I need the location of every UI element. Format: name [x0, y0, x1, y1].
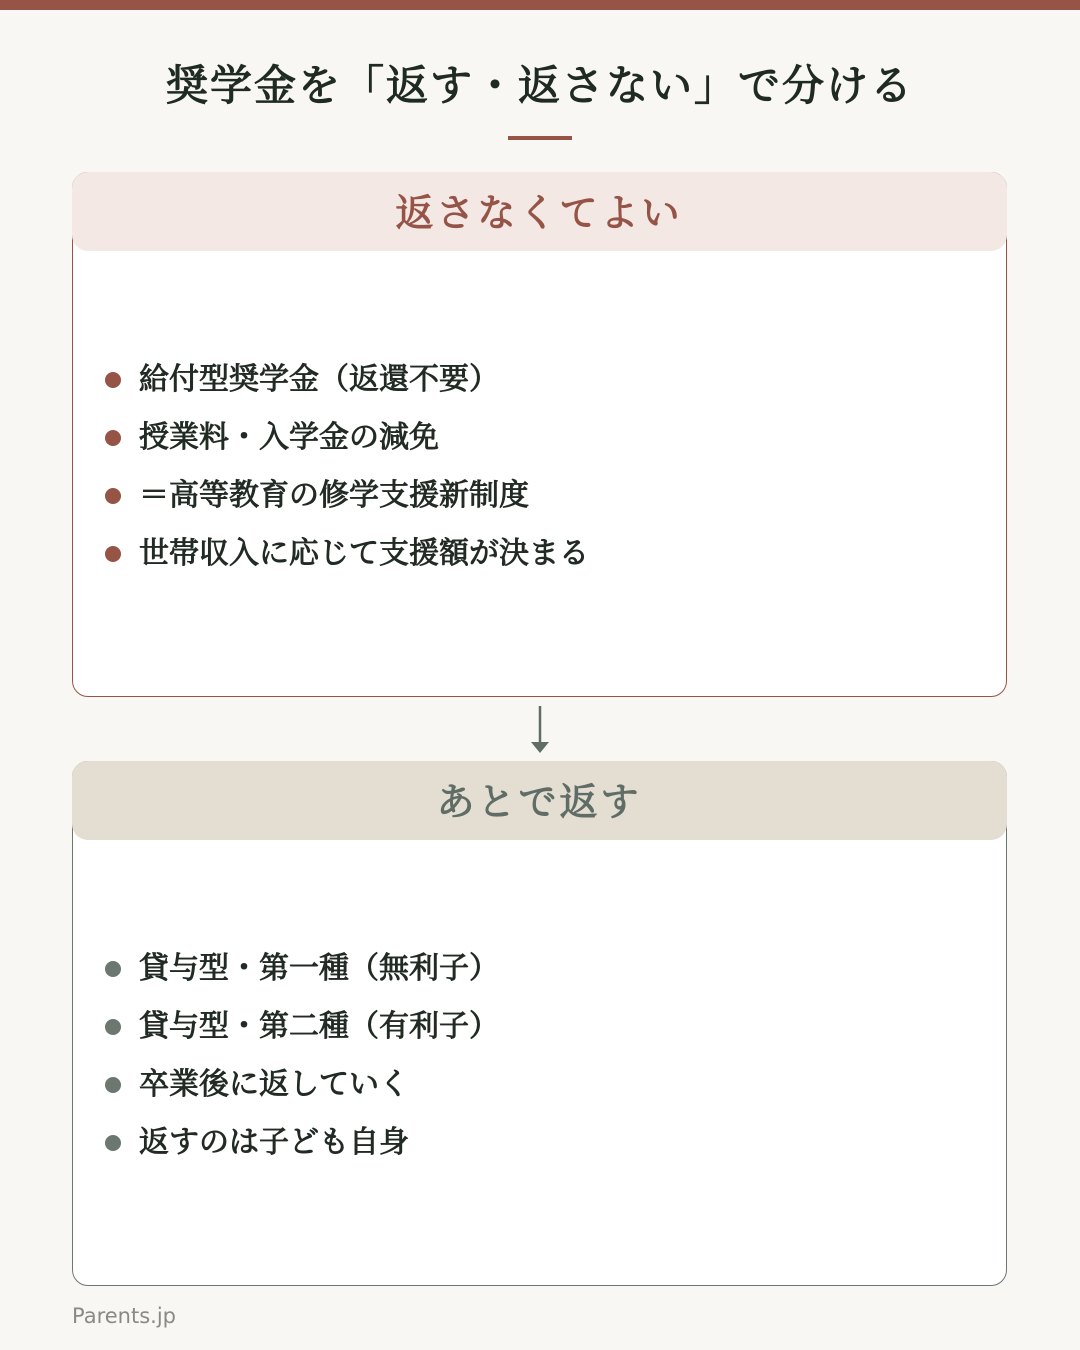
list-item-text: 卒業後に返していく: [139, 1067, 409, 1102]
list-item-text: 授業料・入学金の減免: [139, 420, 439, 455]
list-item-text: 世帯収入に応じて支援額が決まる: [139, 536, 589, 571]
bullet-dot: [105, 430, 121, 446]
list-item: [105, 351, 589, 409]
bullet-dot: [105, 961, 121, 977]
page-title: 奨学金を「返す・返さない」で分ける: [165, 61, 914, 110]
repayment-later-list: [105, 940, 499, 1172]
list-item-text: 返すのは子ども自身: [139, 1125, 409, 1160]
list-item-text: ＝高等教育の修学支援新制度: [139, 478, 529, 513]
list-item: [105, 525, 589, 583]
list-item-text: 給付型奨学金（返還不要）: [139, 362, 499, 397]
card-no-repayment: [72, 172, 1007, 697]
title-underline: [508, 136, 572, 140]
card-heading-no-repayment: 返さなくてよい: [72, 172, 1007, 251]
bullet-dot: [105, 546, 121, 562]
down-arrow-icon: [528, 704, 552, 754]
bullet-dot: [105, 1135, 121, 1151]
list-item: [105, 1114, 499, 1172]
list-item: [105, 409, 589, 467]
card-heading-repayment-later: あとで返す: [72, 761, 1007, 840]
list-item-text: 貸与型・第一種（無利子）: [139, 951, 499, 986]
top-accent-bar: [0, 0, 1080, 10]
bullet-dot: [105, 1077, 121, 1093]
list-item-text: 貸与型・第二種（有利子）: [139, 1009, 499, 1044]
bullet-dot: [105, 488, 121, 504]
list-item: [105, 467, 589, 525]
no-repayment-list: [105, 351, 589, 583]
list-item: [105, 940, 499, 998]
bullet-dot: [105, 1019, 121, 1035]
source-credit: Parents.jp: [72, 1304, 177, 1328]
list-item: [105, 998, 499, 1056]
card-repayment-later: [72, 761, 1007, 1286]
bullet-dot: [105, 372, 121, 388]
list-item: [105, 1056, 499, 1114]
